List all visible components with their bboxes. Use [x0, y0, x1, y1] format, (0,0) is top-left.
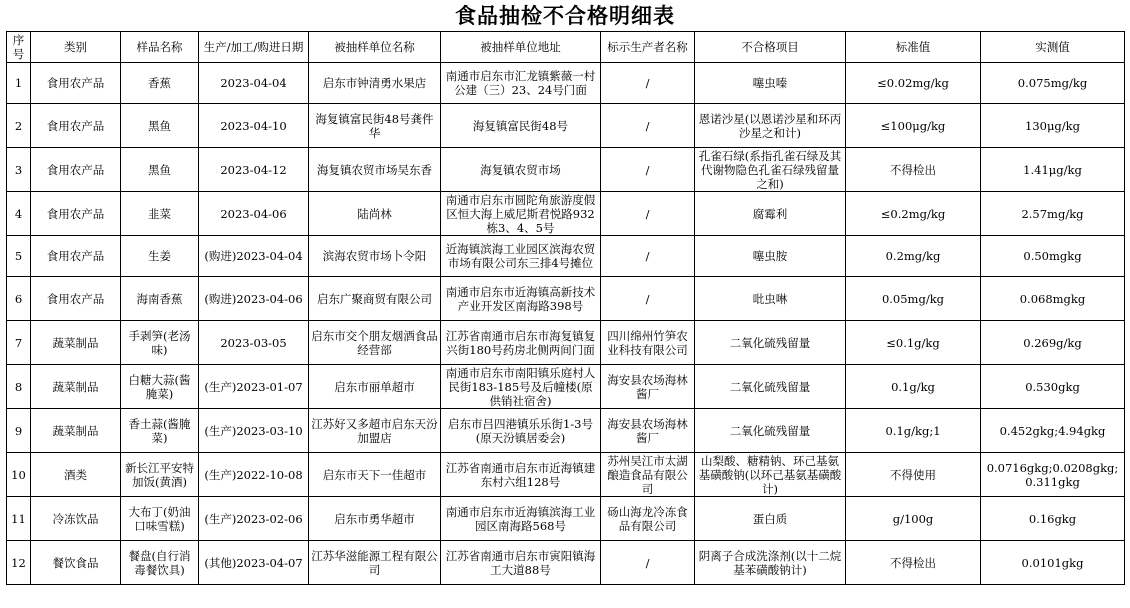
cell-seq: 2: [7, 104, 31, 148]
cell-category: 蔬菜制品: [31, 321, 121, 365]
cell-sample-name: 大布丁(奶油口味雪糕): [121, 497, 199, 541]
header-row: [7, 32, 1125, 63]
cell-item: 腐霉利: [695, 192, 846, 236]
table-body: [7, 63, 1125, 585]
cell-seq: 8: [7, 365, 31, 409]
cell-unit-name: 启东市交个朋友烟酒食品经营部: [309, 321, 441, 365]
header-producer: 标示生产者名称: [601, 32, 695, 63]
cell-item: 孔雀石绿(系指孔雀石绿及其代谢物隐色孔雀石绿残留量之和): [695, 148, 846, 192]
cell-seq: 4: [7, 192, 31, 236]
table-row: [7, 321, 1125, 365]
header-measured: 实测值: [981, 32, 1125, 63]
cell-unit-name: 启东市丽单超市: [309, 365, 441, 409]
cell-producer: /: [601, 192, 695, 236]
cell-sample-name: 生姜: [121, 236, 199, 277]
cell-standard: 0.2mg/kg: [846, 236, 981, 277]
cell-standard: ≤0.02mg/kg: [846, 63, 981, 104]
cell-measured: 0.452gkg;4.94gkg: [981, 409, 1125, 453]
cell-unit-name: 海复镇农贸市场吴东香: [309, 148, 441, 192]
table-row: [7, 497, 1125, 541]
cell-category: 冷冻饮品: [31, 497, 121, 541]
cell-producer: 海安县农场海林酱厂: [601, 409, 695, 453]
table-row: [7, 409, 1125, 453]
table-row: [7, 365, 1125, 409]
cell-unit-address: 启东市吕四港镇乐乐街1-3号(原天汾镇居委会): [441, 409, 601, 453]
cell-category: 食用农产品: [31, 63, 121, 104]
header-date: 生产/加工/购进日期: [199, 32, 309, 63]
cell-producer: /: [601, 277, 695, 321]
cell-standard: 0.1g/kg: [846, 365, 981, 409]
cell-standard: ≤0.2mg/kg: [846, 192, 981, 236]
cell-unit-address: 江苏省南通市启东市寅阳镇海工大道88号: [441, 541, 601, 585]
cell-sample-name: 白糖大蒜(酱腌菜): [121, 365, 199, 409]
cell-category: 食用农产品: [31, 148, 121, 192]
cell-category: 酒类: [31, 453, 121, 497]
cell-producer: 四川绵州竹笋农业科技有限公司: [601, 321, 695, 365]
cell-item: 噻虫胺: [695, 236, 846, 277]
cell-date: 2023-04-04: [199, 63, 309, 104]
cell-producer: /: [601, 541, 695, 585]
cell-producer: /: [601, 104, 695, 148]
cell-unit-address: 海复镇农贸市场: [441, 148, 601, 192]
cell-measured: 0.269g/kg: [981, 321, 1125, 365]
cell-standard: 0.05mg/kg: [846, 277, 981, 321]
cell-unit-address: 南通市启东市近海镇滨海工业园区南海路568号: [441, 497, 601, 541]
cell-unit-address: 近海镇滨海工业园区滨海农贸市场有限公司东三排4号摊位: [441, 236, 601, 277]
cell-producer: /: [601, 236, 695, 277]
cell-unit-name: 启东市勇华超市: [309, 497, 441, 541]
cell-standard: ≤0.1g/kg: [846, 321, 981, 365]
cell-item: 二氧化硫残留量: [695, 409, 846, 453]
cell-date: 2023-04-06: [199, 192, 309, 236]
cell-date: (其他)2023-04-07: [199, 541, 309, 585]
cell-standard: 0.1g/kg;1: [846, 409, 981, 453]
cell-category: 食用农产品: [31, 192, 121, 236]
cell-sample-name: 手剥笋(老汤味): [121, 321, 199, 365]
cell-unit-name: 滨海农贸市场卜令阳: [309, 236, 441, 277]
header-seq: 序号: [7, 32, 31, 63]
header-sample-name: 样品名称: [121, 32, 199, 63]
cell-unit-name: 江苏好又多超市启东天汾加盟店: [309, 409, 441, 453]
table-row: [7, 541, 1125, 585]
cell-seq: 12: [7, 541, 31, 585]
header-unit-name: 被抽样单位名称: [309, 32, 441, 63]
table-row: [7, 453, 1125, 497]
cell-producer: /: [601, 148, 695, 192]
cell-category: 餐饮食品: [31, 541, 121, 585]
cell-measured: 0.50mgkg: [981, 236, 1125, 277]
cell-item: 吡虫啉: [695, 277, 846, 321]
cell-standard: 不得检出: [846, 148, 981, 192]
cell-unit-name: 江苏华滋能源工程有限公司: [309, 541, 441, 585]
table-row: [7, 63, 1125, 104]
cell-date: 2023-04-10: [199, 104, 309, 148]
cell-sample-name: 海南香蕉: [121, 277, 199, 321]
cell-seq: 1: [7, 63, 31, 104]
cell-sample-name: 香蕉: [121, 63, 199, 104]
cell-unit-address: 南通市启东市圆陀角旅游度假区恒大海上威尼斯君悦路932栋3、4、5号: [441, 192, 601, 236]
cell-unit-name: 陆尚林: [309, 192, 441, 236]
table-row: [7, 148, 1125, 192]
inspection-table: [6, 31, 1125, 585]
cell-unit-address: 江苏省南通市启东市近海镇建东村六组128号: [441, 453, 601, 497]
cell-date: 2023-04-12: [199, 148, 309, 192]
document-title: 食品抽检不合格明细表: [455, 4, 675, 28]
cell-unit-name: 海复镇富民街48号龚件华: [309, 104, 441, 148]
table-header: [7, 32, 1125, 63]
cell-category: 蔬菜制品: [31, 365, 121, 409]
cell-date: (生产)2023-02-06: [199, 497, 309, 541]
cell-date: (购进)2023-04-04: [199, 236, 309, 277]
cell-producer: 砀山海龙冷冻食品有限公司: [601, 497, 695, 541]
cell-sample-name: 香土蒜(酱腌菜): [121, 409, 199, 453]
cell-standard: ≤100μg/kg: [846, 104, 981, 148]
cell-category: 食用农产品: [31, 236, 121, 277]
cell-date: 2023-03-05: [199, 321, 309, 365]
cell-sample-name: 新长江平安特加饭(黄酒): [121, 453, 199, 497]
cell-standard: g/100g: [846, 497, 981, 541]
header-item: 不合格项目: [695, 32, 846, 63]
cell-date: (生产)2022-10-08: [199, 453, 309, 497]
cell-sample-name: 黑鱼: [121, 148, 199, 192]
cell-producer: /: [601, 63, 695, 104]
cell-item: 蛋白质: [695, 497, 846, 541]
cell-unit-address: 南通市启东市南阳镇乐庭村人民街183-185号及后幢楼(原供销社宿舍): [441, 365, 601, 409]
header-category: 类别: [31, 32, 121, 63]
cell-measured: 0.0101gkg: [981, 541, 1125, 585]
cell-seq: 10: [7, 453, 31, 497]
cell-unit-address: 海复镇富民街48号: [441, 104, 601, 148]
cell-measured: 1.41μg/kg: [981, 148, 1125, 192]
table-row: [7, 104, 1125, 148]
cell-category: 蔬菜制品: [31, 409, 121, 453]
cell-sample-name: 餐盘(自行消毒餐饮具): [121, 541, 199, 585]
cell-producer: 苏州吴江市太湖酿造食品有限公司: [601, 453, 695, 497]
cell-unit-name: 启东广聚商贸有限公司: [309, 277, 441, 321]
cell-unit-name: 启东市钟清勇水果店: [309, 63, 441, 104]
cell-unit-address: 南通市启东市汇龙镇紫薇一村公建（三）23、24号门面: [441, 63, 601, 104]
cell-measured: 0.530gkg: [981, 365, 1125, 409]
cell-sample-name: 韭菜: [121, 192, 199, 236]
cell-seq: 3: [7, 148, 31, 192]
cell-item: 山梨酸、糖精钠、环己基氨基磺酸钠(以环己基氨基磺酸计): [695, 453, 846, 497]
cell-seq: 5: [7, 236, 31, 277]
cell-seq: 6: [7, 277, 31, 321]
cell-producer: 海安县农场海林酱厂: [601, 365, 695, 409]
cell-item: 二氧化硫残留量: [695, 321, 846, 365]
header-unit-address: 被抽样单位地址: [441, 32, 601, 63]
cell-measured: 0.16gkg: [981, 497, 1125, 541]
cell-unit-address: 南通市启东市近海镇高新技术产业开发区南海路398号: [441, 277, 601, 321]
cell-item: 噻虫嗪: [695, 63, 846, 104]
cell-measured: 130μg/kg: [981, 104, 1125, 148]
cell-unit-address: 江苏省南通市启东市海复镇复兴街180号药房北侧两间门面: [441, 321, 601, 365]
cell-sample-name: 黑鱼: [121, 104, 199, 148]
table-row: [7, 236, 1125, 277]
cell-measured: 0.0716gkg;0.0208gkg;0.311gkg: [981, 453, 1125, 497]
table-row: [7, 192, 1125, 236]
cell-seq: 7: [7, 321, 31, 365]
cell-measured: 0.075mg/kg: [981, 63, 1125, 104]
header-standard: 标准值: [846, 32, 981, 63]
cell-item: 阴离子合成洗涤剂(以十二烷基苯磺酸钠计): [695, 541, 846, 585]
cell-category: 食用农产品: [31, 104, 121, 148]
cell-date: (生产)2023-03-10: [199, 409, 309, 453]
cell-item: 恩诺沙星(以恩诺沙星和环丙沙星之和计): [695, 104, 846, 148]
cell-standard: 不得使用: [846, 453, 981, 497]
cell-seq: 11: [7, 497, 31, 541]
cell-measured: 0.068mgkg: [981, 277, 1125, 321]
cell-date: (生产)2023-01-07: [199, 365, 309, 409]
cell-category: 食用农产品: [31, 277, 121, 321]
cell-date: (购进)2023-04-06: [199, 277, 309, 321]
cell-item: 二氧化硫残留量: [695, 365, 846, 409]
cell-measured: 2.57mg/kg: [981, 192, 1125, 236]
cell-unit-name: 启东市天下一佳超市: [309, 453, 441, 497]
table-row: [7, 277, 1125, 321]
cell-seq: 9: [7, 409, 31, 453]
cell-standard: 不得检出: [846, 541, 981, 585]
